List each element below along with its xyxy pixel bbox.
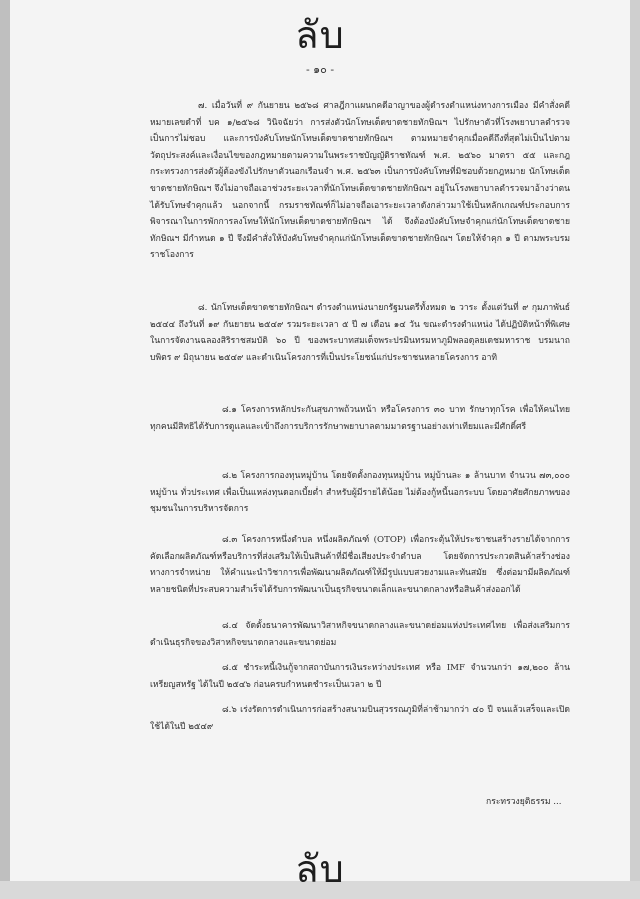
paragraph-8: ๘. นักโทษเด็ดขาดชายทักษิณฯ ดำรงตำแหน่งนายกรัฐมนตรีทั้งหมด ๒ วาระ ตั้งแต่วันที่ ๙ กุมภาพันธ์ ๒๕๔๔ ถึงวันที่ ๑๙ กันยายน ๒๕๔๙ รวมระยะเวลา ๕ ปี ๗ เดือน ๑๔ วัน ขณะดำรงตำแหน่ง ได้ปฏิบัติหน้าที่พิเศษในการจัดงานฉลองสิริราชสมบัติ ๖๐ ปี ของพระบาทสมเด็จพระปรมินทรมหาภูมิพลอดุลยเดชมหาราช บรมนาถบพิตร ๙ มิถุนายน ๒๕๔๙ และดำเนินโครงการที่เป็นประโยชน์แก่ประชาชนหลายโครงการ อาทิ — [150, 303, 570, 363]
classification-header: ลับ — [295, 13, 345, 57]
continuation-note: กระทรวงยุติธรรม ... — [486, 797, 562, 807]
paragraph-8-6: ๘.๖ เร่งรัดการดำเนินการก่อสร้างสนามบินสุวรรณภูมิที่ล่าช้ามากว่า ๔๐ ปี จนแล้วเสร็จและเปิดใช้ได้ในปี ๒๕๔๙ — [150, 705, 570, 732]
paragraph-7-block — [150, 98, 570, 267]
paragraph-8-6-block — [150, 702, 570, 738]
paragraph-8-1-block — [150, 402, 570, 438]
paragraph-8-1: ๘.๑ โครงการหลักประกันสุขภาพถ้วนหน้า หรือโครงการ ๓๐ บาท รักษาทุกโรค เพื่อให้คนไทยทุกคนมีสิทธิได้รับการดูแลและเข้าถึงการบริการรักษาพยาบาลตามมาตรฐานอย่างเท่าเทียมและมีศักดิ์ศรี — [150, 405, 570, 432]
paragraph-7: ๗. เมื่อวันที่ ๙ กันยายน ๒๕๖๘ ศาลฎีกาแผนกคดีอาญาของผู้ดำรงตำแหน่งทางการเมือง มีคำสั่งคดีหมายเลขดำที่ บค ๑/๒๕๖๘ วินิจฉัยว่า การส่งตัวนักโทษเด็ดขาดชายทักษิณฯ ไปรักษาตัวที่โรงพยาบาลตำรวจเป็นการไม่ชอบ และการบังคับโทษนักโทษเด็ดขาดชายทักษิณฯ ตามหมายจำคุกเมื่อคดีถึงที่สุดไม่เป็นไปตามวัตถุประสงค์และเงื่อนไขของกฎหมายตามความในพระราชบัญญัติราชทัณฑ์ พ.ศ. ๒๕๖๐ มาตรา ๕๕ และกฎกระทรวงการส่งตัวผู้ต้องขังไปรักษาตัวนอกเรือนจำ พ.ศ. ๒๕๖๓ เป็นการบังคับโทษที่มิชอบด้วยกฎหมาย นักโทษเด็ดขาดชายทักษิณฯ จึงไม่อาจถือเอาช่วงระยะเวลาที่นักโทษเด็ดขาดชายทักษิณฯ อยู่ในโรงพยาบาลตำรวจมาอ้างว่าตนได้รับโทษจำคุกแล้ว นอกจากนี้ กรมราชทัณฑ์ก็ไม่อาจถือเอาระยะเวลาดังกล่าวมาใช้เป็นหลักเกณฑ์ประกอบการพิจารณาในการพักการลงโทษให้นักโทษเด็ดขาดชายทักษิณฯ ได้ จึงต้องบังคับโทษจำคุกแก่นักโทษเด็ดขาดชายทักษิณฯ มีกำหนด ๑ ปี จึงมีคำสั่งให้บังคับโทษจำคุกแก่นักโทษเด็ดขาดชายทักษิณฯ โดยให้จำคุก ๑ ปี ตามพระบรมราชโองการ — [150, 101, 570, 261]
paragraph-8-block — [150, 300, 570, 369]
paragraph-8-3-block — [150, 532, 570, 601]
paragraph-8-4-block — [150, 618, 570, 654]
scan-edge-right — [630, 0, 640, 881]
classification-footer: ลับ — [295, 847, 345, 891]
paragraph-8-2: ๘.๒ โครงการกองทุนหมู่บ้าน โดยจัดตั้งกองทุนหมู่บ้าน หมู่บ้านละ ๑ ล้านบาท จำนวน ๗๓,๐๐๐ หมู่บ้าน ทั่วประเทศ เพื่อเป็นแหล่งทุนดอกเบี้ยต่ำ สำหรับผู้มีรายได้น้อย ไม่ต้องกู้หนี้นอกระบบ โดยอาศัยศักยภาพของชุมชนในการบริหารจัดการ — [150, 471, 570, 515]
paragraph-8-5: ๘.๕ ชำระหนี้เงินกู้จากสถาบันการเงินระหว่างประเทศ หรือ IMF จำนวนกว่า ๑๗,๒๐๐ ล้านเหรียญสหรัฐ ได้ในปี ๒๕๔๖ ก่อนครบกำหนดชำระเป็นเวลา ๒ ปี — [150, 663, 570, 690]
paragraph-8-4: ๘.๔ จัดตั้งธนาคารพัฒนาวิสาหกิจขนาดกลางและขนาดย่อมแห่งประเทศไทย เพื่อส่งเสริมการดำเนินธุรกิจของวิสาหกิจขนาดกลางและขนาดย่อม — [150, 621, 570, 648]
paragraph-8-5-block — [150, 660, 570, 696]
page-number: - ๑๐ - — [305, 63, 335, 76]
paragraph-8-2-block — [150, 468, 570, 521]
paragraph-8-3: ๘.๓ โครงการหนึ่งตำบล หนึ่งผลิตภัณฑ์ (OTOP) เพื่อกระตุ้นให้ประชาชนสร้างรายได้จากการคัดเลือกผลิตภัณฑ์หรือบริการที่ส่งเสริมให้เป็นสินค้าที่มีชื่อเสียงประจำตำบล โดยจัดการประกวดสินค้าสร้างช่องทางการจำหน่าย ให้คำแนะนำวิชาการเพื่อพัฒนาผลิตภัณฑ์ให้มีรูปแบบสวยงามและทันสมัย ซึ่งต่อมามีผลิตภัณฑ์หลายชนิดที่ประสบความสำเร็จได้รับการพัฒนาเป็นธุรกิจขนาดเล็กและขนาดกลางหรือสินค้าส่งออกได้ — [150, 535, 570, 595]
scan-edge-left — [0, 0, 10, 881]
